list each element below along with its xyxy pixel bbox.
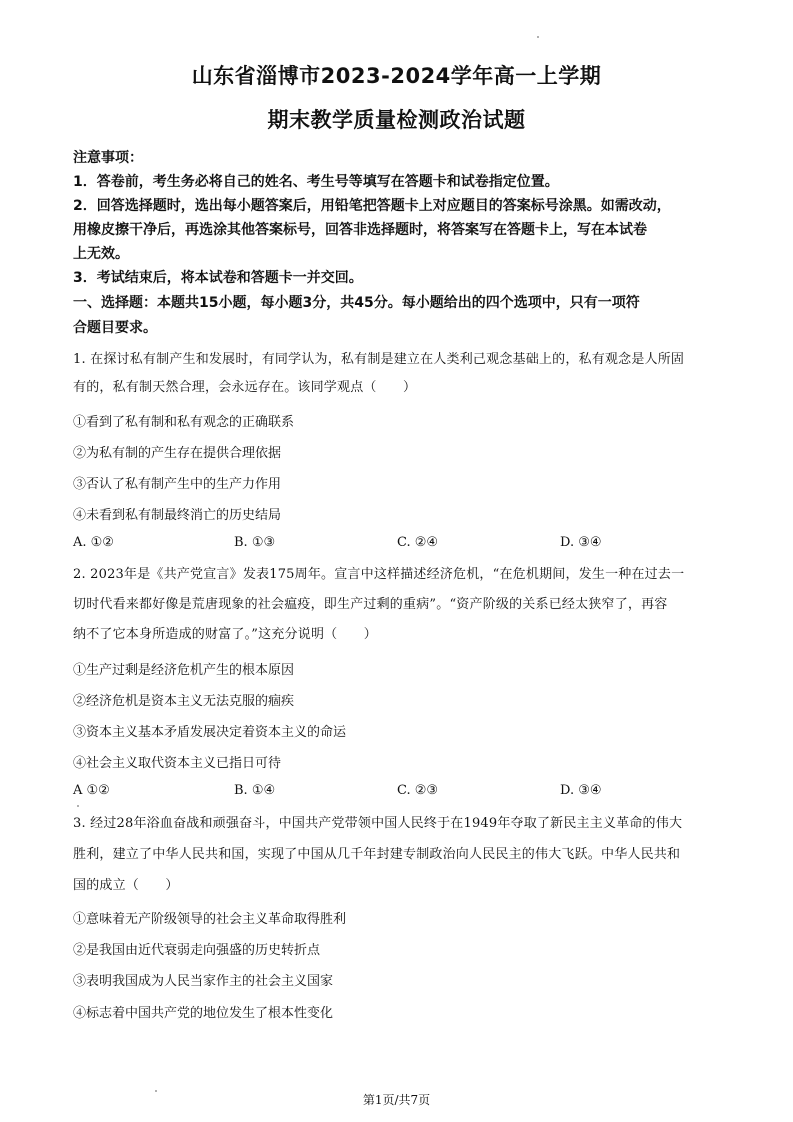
exam-title-line2: 期末教学质量检测政治试题 [267,108,526,132]
choice-b[interactable]: B. ①④ [234,783,276,798]
question-3-stem-line2: 胜利，建立了中华人民共和国，实现了中国从几千年封建专制政治向人民民主的伟大飞跃。中华人民共和 [73,847,681,862]
notice-item-2-line3: 上无效。 [73,246,129,262]
section-heading-line2: 合题目要求。 [73,320,157,336]
notice-item-2-line1: 2．回答选择题时，选出每小题答案后，用铅笔把答题卡上对应题目的答案标号涂黑。如需改动， [73,198,671,214]
question-2-stem-line3: 纳不了它本身所造成的财富了。”这充分说明（ ） [73,627,377,642]
notice-item-1: 1．答卷前，考生务必将自己的姓名、考生号等填写在答题卡和试卷指定位置。 [73,174,559,190]
question-2-option-4: ④社会主义取代资本主义已指日可待 [73,756,282,771]
question-3-stem-line1: 3. 经过28年浴血奋战和顽强奋斗，中国共产党带领中国人民终于在1949年夺取了新民主主义革命的伟大 [73,816,683,831]
question-3-option-2: ②是我国由近代衰弱走向强盛的历史转折点 [73,943,321,958]
choice-c[interactable]: C. ②③ [397,783,439,798]
scan-speck [155,1090,157,1092]
question-1-stem-line1: 1. 在探讨私有制产生和发展时，有同学认为，私有制是建立在人类利己观念基础上的，私有观念是人所固 [73,352,685,367]
question-3-option-3: ③表明我国成为人民当家作主的社会主义国家 [73,974,334,989]
question-1-option-4: ④未看到私有制最终消亡的历史结局 [73,508,282,523]
question-1-option-1: ①看到了私有制和私有观念的正确联系 [73,415,295,430]
question-1-stem-line2: 有的，私有制天然合理，会永远存在。该同学观点（ ） [73,380,417,395]
choice-d[interactable]: D. ③④ [560,783,602,798]
question-1-choices [73,535,673,555]
question-2-choices [73,783,673,803]
question-2-stem-line1: 2. 2023年是《共产党宣言》发表175周年。宣言中这样描述经济危机，“在危机期间，发生一种在过去一 [73,567,685,582]
question-2-option-1: ①生产过剩是经济危机产生的根本原因 [73,663,295,678]
scan-speck [77,805,79,807]
choice-c[interactable]: C. ②④ [397,535,439,550]
question-1-option-2: ②为私有制的产生存在提供合理依据 [73,446,282,461]
question-2-stem-line2: 切时代看来都好像是荒唐现象的社会瘟疫，即生产过剩的重病”。“资产阶级的关系已经太狭窄了，再容 [73,597,668,612]
exam-title-line1: 山东省淄博市2023-2024学年高一上学期 [191,64,602,88]
notice-item-2-line2: 用橡皮擦干净后，再选涂其他答案标号，回答非选择题时，将答案写在答题卡上，写在本试卷 [73,222,647,238]
question-3-option-1: ①意味着无产阶级领导的社会主义革命取得胜利 [73,912,347,927]
choice-d[interactable]: D. ③④ [560,535,602,550]
choice-a[interactable]: A. ①② [73,535,114,550]
section-heading-line1: 一、选择题：本题共15小题，每小题3分，共45分。每小题给出的四个选项中，只有一项符 [73,295,640,311]
page-number: 第1页/共7页 [362,1093,431,1107]
question-3-option-4: ④标志着中国共产党的地位发生了根本性变化 [73,1006,334,1021]
notice-heading: 注意事项： [73,150,143,166]
notice-item-3: 3．考试结束后，将本试卷和答题卡一并交回。 [73,270,363,286]
question-2-option-2: ②经济危机是资本主义无法克服的痼疾 [73,694,295,709]
question-1-option-3: ③否认了私有制产生中的生产力作用 [73,477,282,492]
question-2-option-3: ③资本主义基本矛盾发展决定着资本主义的命运 [73,725,347,740]
choice-b[interactable]: B. ①③ [234,535,276,550]
scan-speck [537,36,539,38]
choice-a[interactable]: A ①② [73,783,110,798]
question-3-stem-line3: 国的成立（ ） [73,878,179,893]
